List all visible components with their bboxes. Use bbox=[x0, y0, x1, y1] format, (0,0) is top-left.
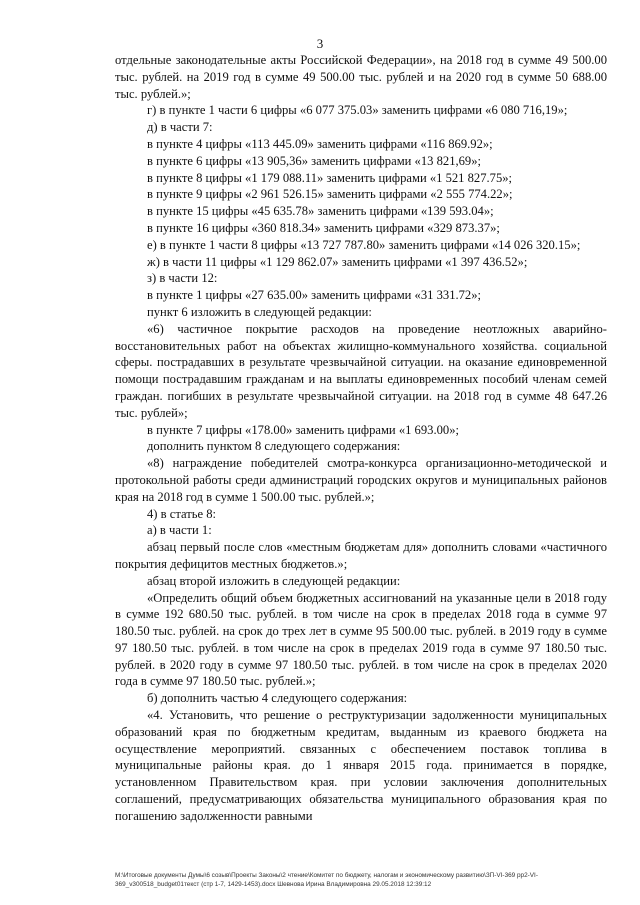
paragraph: в пункте 6 цифры «13 905,36» заменить цифрами «13 821,69»; bbox=[147, 153, 482, 168]
paragraph: 4) в статье 8: bbox=[147, 506, 217, 521]
paragraph: абзац второй изложить в следующей редакции: bbox=[147, 573, 401, 588]
paragraph: абзац первый после слов «местным бюджетам для» дополнить словами «частичного покрытия дефицитов местных бюджетов.»; bbox=[115, 540, 607, 571]
paragraph: ж) в части 11 цифры «1 129 862.07» заменить цифрами «1 397 436.52»; bbox=[147, 254, 528, 269]
paragraph: пункт 6 изложить в следующей редакции: bbox=[147, 304, 372, 319]
file-path-footer: М:\Итоговые документы Думы\6 созыв\Проекты Законы\2 чтение\Комитет по бюджету, налогам и экономическому развитию\ЗП-VI-369 рр2-VI-369_v300518_budget01текст (стр 1-7, 1429-1453).docx Шевнова Ирина Владимировна 29.05.2018 12:39:12 bbox=[115, 872, 538, 888]
paragraph: в пункте 7 цифры «178.00» заменить цифрами «1 693.00»; bbox=[147, 422, 459, 437]
paragraph: а) в части 1: bbox=[147, 523, 212, 538]
paragraph: з) в части 12: bbox=[147, 271, 218, 286]
paragraph: д) в части 7: bbox=[147, 120, 213, 135]
document-body bbox=[115, 52, 607, 825]
paragraph: в пункте 1 цифры «27 635.00» заменить цифрами «31 331.72»; bbox=[147, 288, 482, 303]
paragraph: в пункте 9 цифры «2 961 526.15» заменить цифрами «2 555 774.22»; bbox=[147, 187, 513, 202]
paragraph: «4. Установить, что решение о реструктуризации задолженности муниципальных образований края по бюджетным кредитам, выданным из краевого бюджета на осуществление мероприятий. связанных с обеспечением поставок топлива в муниципальные районы края. до 1 января 2015 года. принимается в порядке, установленном Правительством края. при условии заключения дополнительных соглашений, предусматривающих обязательства муниципального образования края по погашению задолженности равными bbox=[115, 708, 607, 823]
paragraph: «8) награждение победителей смотра-конкурса организационно-методической и протокольной работы среди администраций городских округов и муниципальных районов края на 2018 год в сумме 1 500.00 тыс. рублей.»; bbox=[115, 456, 607, 504]
paragraph: дополнить пунктом 8 следующего содержания: bbox=[147, 439, 401, 454]
page-number: 3 bbox=[316, 36, 324, 51]
paragraph: в пункте 16 цифры «360 818.34» заменить цифрами «329 873.37»; bbox=[147, 220, 500, 235]
paragraph: отдельные законодательные акты Российской Федерации», на 2018 год в сумме 49 500.00 тыс. рублей. на 2019 год в сумме 49 500.00 тыс. рублей и на 2020 год в сумме 50 688.00 тыс. рублей.»; bbox=[115, 53, 607, 101]
paragraph: г) в пункте 1 части 6 цифры «6 077 375.03» заменить цифрами «6 080 716,19»; bbox=[147, 103, 568, 118]
paragraph: «6) частичное покрытие расходов на проведение неотложных аварийно-восстановительных работ на объектах жилищно-коммунального хозяйства. социальной сферы. пострадавших в результате чрезвычайной ситуации. на оказание единовременной помощи пострадавшим гражданам и на выплаты единовременных пособий членам семей граждан. погибших в результате чрезвычайной ситуации. на 2018 год в сумме 48 647.26 тыс. рублей»; bbox=[115, 321, 607, 420]
paragraph: в пункте 15 цифры «45 635.78» заменить цифрами «139 593.04»; bbox=[147, 204, 494, 219]
paragraph: в пункте 8 цифры «1 179 088.11» заменить цифрами «1 521 827.75»; bbox=[147, 170, 513, 185]
paragraph: «Определить общий объем бюджетных ассигнований на указанные цели в 2018 году в сумме 192 680.50 тыс. рублей. в том числе на срок в пределах 2018 года в сумме 97 180.50 тыс. рублей. на срок до трех лет в сумме 95 500.00 тыс. рублей. в 2019 году в сумме 97 180.50 тыс. рублей. в том числе на срок в пределах 2019 года в сумме 97 180.50 тыс. рублей. в 2020 году в сумме 97 180.50 тыс. рублей. в том числе на срок в пределах 2020 года в сумме 97 180.50 тыс. рублей.»; bbox=[115, 590, 607, 689]
paragraph: е) в пункте 1 части 8 цифры «13 727 787.80» заменить цифрами «14 026 320.15»; bbox=[147, 237, 581, 252]
paragraph: в пункте 4 цифры «113 445.09» заменить цифрами «116 869.92»; bbox=[147, 136, 493, 151]
paragraph: б) дополнить частью 4 следующего содержания: bbox=[147, 691, 408, 706]
